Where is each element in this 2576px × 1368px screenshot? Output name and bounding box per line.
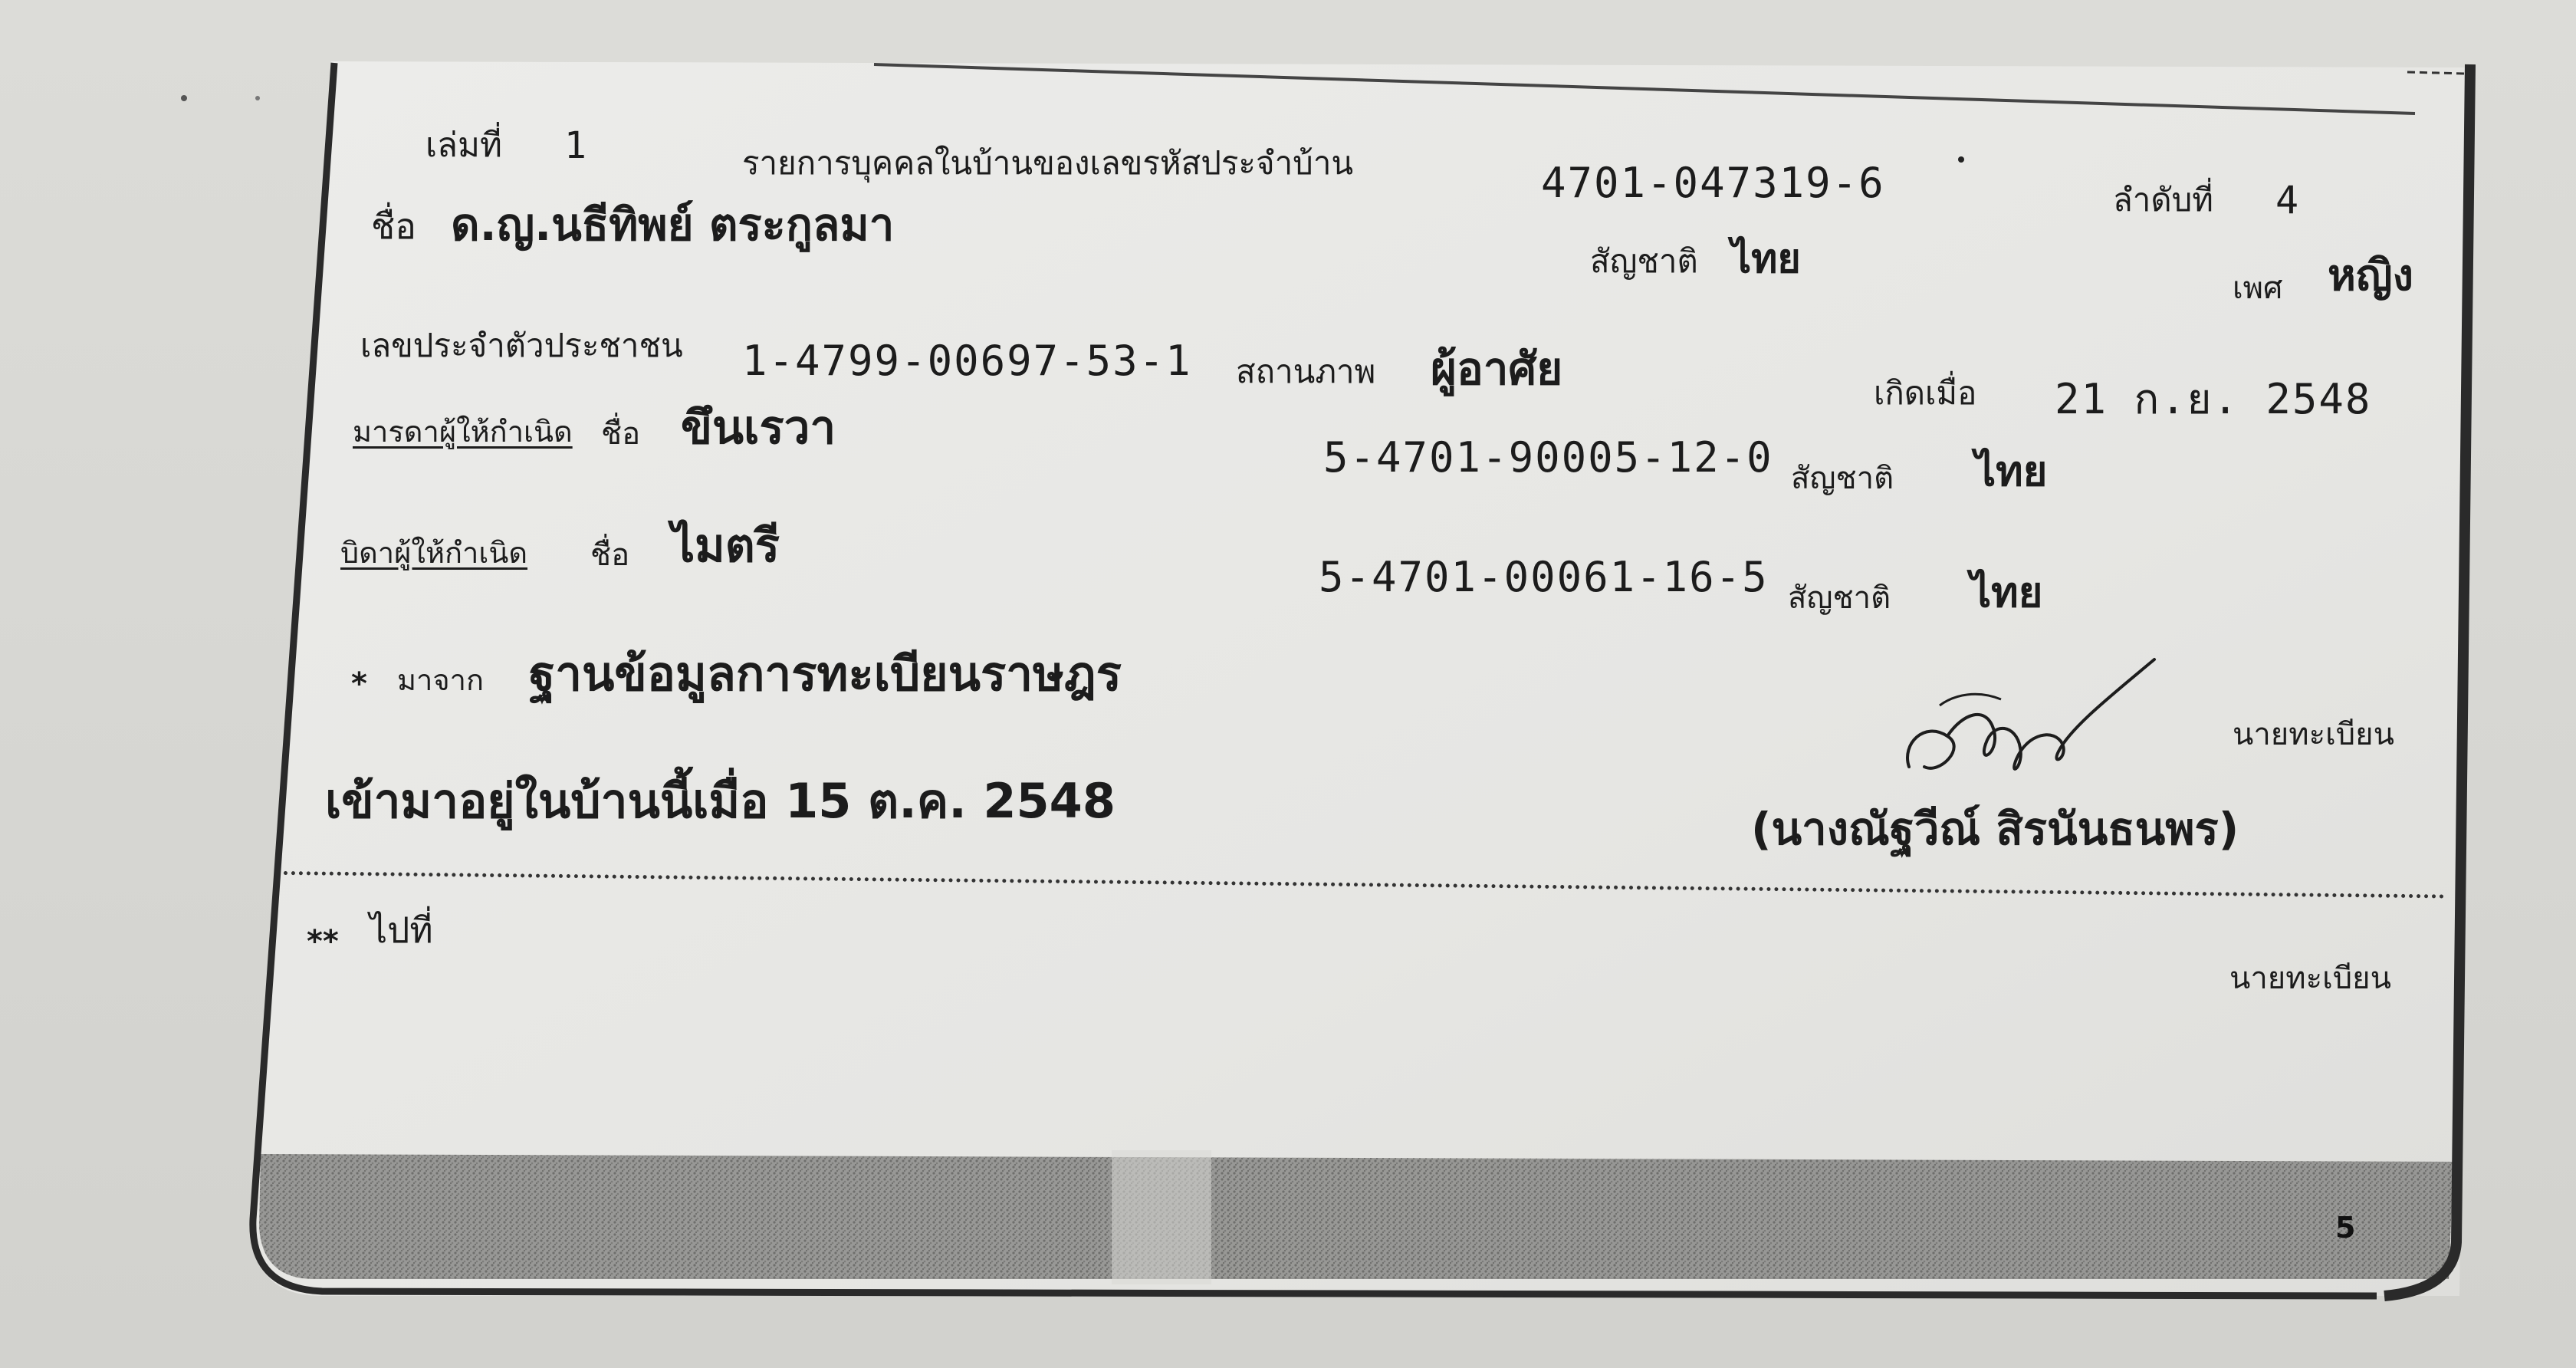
id-label: เลขประจำตัวประชาชน xyxy=(360,327,683,364)
father-role-label: บิดาผู้ให้กำเนิด xyxy=(340,536,527,570)
house-code: 4701-047319-6 xyxy=(1541,159,1885,207)
order-label: ลำดับที่ xyxy=(2113,181,2213,219)
status-value: ผู้อาศัย xyxy=(1431,343,1563,395)
from-marker: * xyxy=(351,666,367,702)
registrar-name: (นางณัฐวีณ์ สิรนันธนพร) xyxy=(1751,803,2239,855)
mother-role-label: มารดาผู้ให้กำเนิด xyxy=(353,415,573,449)
sex-label: เพศ xyxy=(2233,271,2283,306)
from-value: ฐานข้อมูลการทะเบียนราษฎร xyxy=(529,646,1122,702)
registrar-label-1: นายทะเบียน xyxy=(2233,717,2394,752)
speck xyxy=(255,96,260,100)
from-label: มาจาก xyxy=(397,663,484,697)
nationality-label: สัญชาติ xyxy=(1590,242,1698,280)
name-label: ชื่อ xyxy=(371,206,416,247)
sex-value: หญิง xyxy=(2328,251,2413,301)
list-title: รายการบุคคลในบ้านของเลขรหัสประจำบ้าน xyxy=(742,144,1354,182)
mother-nationality-label: สัญชาติ xyxy=(1791,461,1894,496)
father-name: ไมตรี xyxy=(672,519,780,573)
mother-id: 5-4701-90005-12-0 xyxy=(1323,433,1773,482)
father-id: 5-4701-00061-16-5 xyxy=(1319,553,1769,601)
order-number: 4 xyxy=(2275,178,2301,222)
speck xyxy=(181,95,187,101)
to-label: ไปที่ xyxy=(370,909,433,951)
father-name-label: ชื่อ xyxy=(590,538,630,573)
to-marker: ** xyxy=(307,924,339,959)
registrar-signature xyxy=(1894,652,2170,805)
citizen-id: 1-4799-00697-53-1 xyxy=(742,337,1192,385)
registrar-label-2: นายทะเบียน xyxy=(2229,961,2391,996)
mother-name-label: ชื่อ xyxy=(601,416,641,452)
mother-nationality: ไทย xyxy=(1975,447,2048,495)
father-nationality-label: สัญชาติ xyxy=(1788,580,1891,616)
speck xyxy=(1958,156,1964,163)
page-number: 5 xyxy=(2335,1211,2356,1245)
toner-light-streak xyxy=(1112,1150,1211,1284)
person-name: ด.ญ.นธีทิพย์ ตระกูลมา xyxy=(451,199,895,251)
nationality-value: ไทย xyxy=(1731,236,1801,282)
status-label: สถานภาพ xyxy=(1236,353,1376,390)
father-nationality: ไทย xyxy=(1970,568,2043,617)
move-in-date: เข้ามาอยู่ในบ้านนี้เมื่อ 15 ต.ค. 2548 xyxy=(325,773,1116,829)
mother-name: ขึนเรวา xyxy=(681,401,836,455)
born-date: 21 ก.ย. 2548 xyxy=(2055,375,2372,423)
volume-label: เล่มที่ xyxy=(426,126,503,165)
toner-band xyxy=(259,1154,2453,1279)
volume-number: 1 xyxy=(564,124,588,167)
born-label: เกิดเมื่อ xyxy=(1874,374,1977,412)
